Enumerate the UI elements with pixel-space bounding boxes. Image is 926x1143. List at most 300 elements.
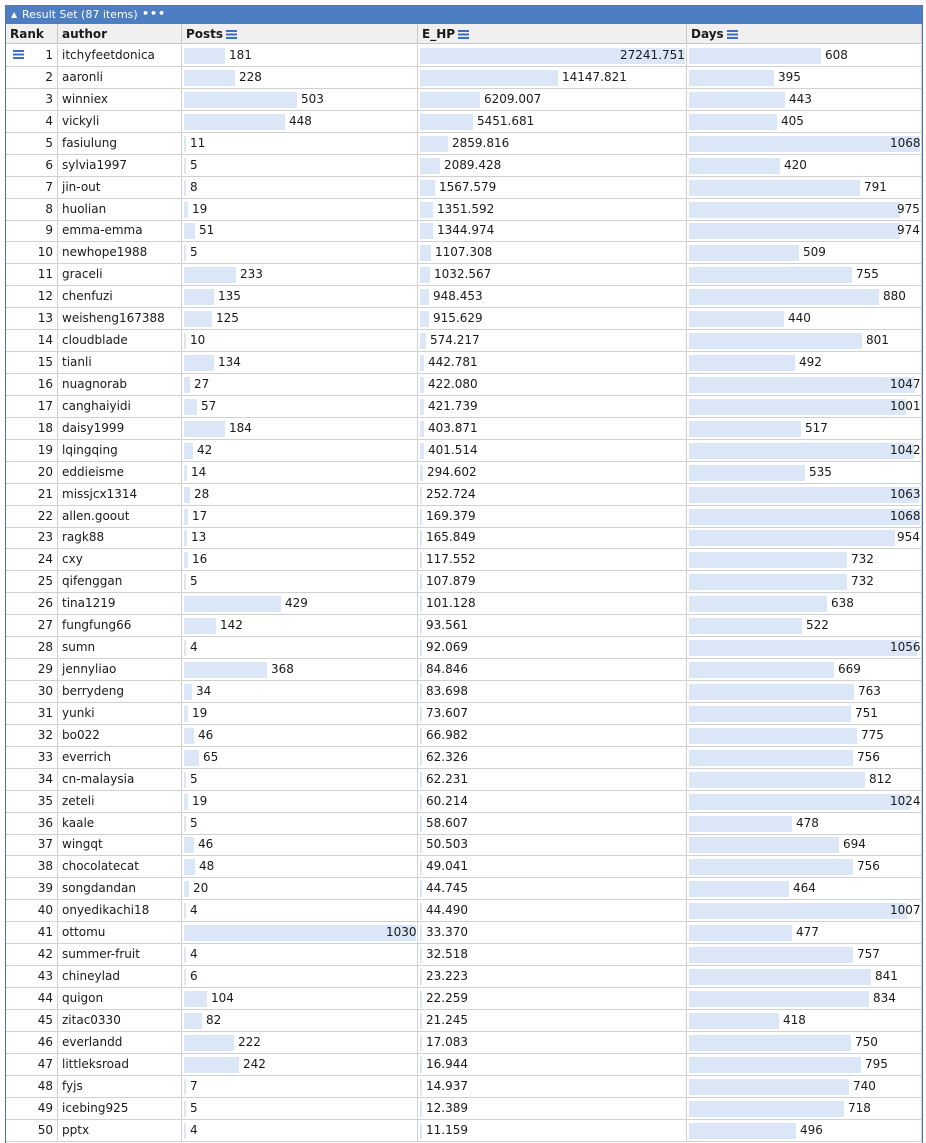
days-cell (687, 681, 922, 703)
ehp-bar (420, 903, 422, 919)
days-value: 763 (858, 683, 881, 698)
posts-value: 46 (198, 727, 214, 742)
rank-cell: 40 (6, 900, 58, 922)
posts-value: 5 (190, 157, 198, 172)
rank-cell: 10 (6, 242, 58, 264)
days-bar (689, 355, 795, 371)
posts-cell (182, 813, 418, 835)
result-set-panel (5, 5, 923, 1143)
ehp-bar (420, 245, 431, 261)
ehp-value: 1344.974 (437, 223, 495, 238)
ehp-value: 1107.308 (435, 245, 493, 260)
table-row[interactable] (6, 264, 922, 286)
table-row[interactable] (6, 155, 922, 177)
days-cell (687, 1032, 922, 1054)
ehp-bar (420, 859, 422, 875)
days-bar (689, 399, 906, 415)
rank-cell: 29 (6, 659, 58, 681)
table-row[interactable] (6, 659, 922, 681)
table-row[interactable] (6, 747, 922, 769)
days-value: 756 (857, 749, 880, 764)
days-cell (687, 308, 922, 330)
days-bar (689, 311, 784, 327)
posts-bar (184, 443, 193, 459)
posts-cell (182, 703, 418, 725)
table-row[interactable] (6, 549, 922, 571)
author-cell: lqingqing (58, 440, 182, 462)
table-row[interactable] (6, 1010, 922, 1032)
ehp-value: 294.602 (427, 464, 477, 479)
posts-value: 5 (190, 815, 198, 830)
days-cell (687, 111, 922, 133)
posts-value: 5 (190, 574, 198, 589)
ehp-bar (420, 618, 422, 634)
table-row[interactable] (6, 593, 922, 615)
table-row[interactable] (6, 89, 922, 111)
posts-value: 51 (199, 223, 215, 238)
table-row[interactable] (6, 133, 922, 155)
days-cell (687, 900, 922, 922)
posts-cell (182, 856, 418, 878)
days-bar (689, 640, 917, 656)
days-value: 975 (897, 201, 920, 216)
ehp-bar (420, 1123, 422, 1139)
rank-cell: 30 (6, 681, 58, 703)
posts-cell (182, 374, 418, 396)
table-row[interactable] (6, 308, 922, 330)
posts-value: 20 (193, 881, 209, 896)
rank-cell: 19 (6, 440, 58, 462)
days-cell (687, 703, 922, 725)
author-cell: everlandd (58, 1032, 182, 1054)
posts-cell (182, 1032, 418, 1054)
ehp-cell (418, 199, 687, 221)
posts-cell (182, 659, 418, 681)
days-cell (687, 155, 922, 177)
posts-cell (182, 878, 418, 900)
posts-value: 5 (190, 771, 198, 786)
table-row[interactable] (6, 922, 922, 944)
author-cell: tina1219 (58, 593, 182, 615)
days-value: 795 (865, 1056, 888, 1071)
author-cell: newhope1988 (58, 242, 182, 264)
author-cell: berrydeng (58, 681, 182, 703)
posts-value: 17 (192, 508, 208, 523)
ehp-value: 50.503 (426, 837, 468, 852)
ehp-bar (420, 1035, 422, 1051)
table-row[interactable] (6, 1098, 922, 1120)
days-cell (687, 1054, 922, 1076)
table-row[interactable] (6, 571, 922, 593)
ehp-value: 93.561 (426, 618, 468, 633)
posts-value: 13 (191, 530, 207, 545)
author-cell: missjcx1314 (58, 484, 182, 506)
days-bar (689, 465, 805, 481)
rank-cell: 1 (6, 45, 58, 67)
rank-cell: 9 (6, 220, 58, 242)
table-row[interactable] (6, 681, 922, 703)
table-row[interactable] (6, 1054, 922, 1076)
days-bar (689, 881, 789, 897)
author-cell: winniex (58, 89, 182, 111)
ehp-value: 33.370 (426, 925, 468, 940)
posts-bar (184, 903, 186, 919)
days-value: 757 (857, 947, 880, 962)
days-cell (687, 966, 922, 988)
table-row[interactable] (6, 769, 922, 791)
column-header-author[interactable] (58, 24, 182, 44)
days-value: 740 (853, 1078, 876, 1093)
days-bar (689, 706, 851, 722)
days-value: 880 (883, 289, 906, 304)
ehp-value: 84.846 (426, 662, 468, 677)
table-row[interactable] (6, 725, 922, 747)
column-header-rank[interactable] (6, 24, 58, 44)
ehp-cell (418, 571, 687, 593)
posts-bar (184, 706, 188, 722)
posts-cell (182, 111, 418, 133)
days-value: 775 (861, 727, 884, 742)
ehp-cell (418, 1120, 687, 1142)
ehp-value: 2859.816 (452, 135, 510, 150)
posts-cell (182, 264, 418, 286)
ehp-cell (418, 220, 687, 242)
posts-value: 8 (190, 179, 198, 194)
author-cell: fyjs (58, 1076, 182, 1098)
posts-bar (184, 311, 212, 327)
ehp-value: 44.745 (426, 881, 468, 896)
table-row[interactable] (6, 440, 922, 462)
author-cell: sumn (58, 637, 182, 659)
days-bar (689, 1057, 861, 1073)
days-cell (687, 45, 922, 67)
ehp-value: 92.069 (426, 640, 468, 655)
days-value: 440 (788, 311, 811, 326)
table-row[interactable] (6, 220, 922, 242)
posts-value: 82 (206, 1012, 222, 1027)
rank-cell: 48 (6, 1076, 58, 1098)
table-row[interactable] (6, 45, 922, 67)
author-cell: chineylad (58, 966, 182, 988)
days-cell (687, 1098, 922, 1120)
posts-value: 4 (190, 947, 198, 962)
days-cell (687, 352, 922, 374)
ehp-value: 44.490 (426, 903, 468, 918)
posts-value: 46 (198, 837, 214, 852)
ehp-cell (418, 900, 687, 922)
rank-cell: 16 (6, 374, 58, 396)
ehp-cell (418, 440, 687, 462)
ehp-cell (418, 462, 687, 484)
author-cell: fasiulung (58, 133, 182, 155)
posts-cell (182, 506, 418, 528)
ehp-bar (420, 92, 480, 108)
ehp-value: 5451.681 (477, 113, 535, 128)
ehp-value: 58.607 (426, 815, 468, 830)
ehp-value: 83.698 (426, 683, 468, 698)
ehp-bar (420, 552, 422, 568)
days-bar (689, 377, 915, 393)
days-cell (687, 725, 922, 747)
ehp-cell (418, 155, 687, 177)
table-row[interactable] (6, 856, 922, 878)
days-value: 492 (799, 355, 822, 370)
ehp-bar (420, 574, 422, 590)
posts-bar (184, 1057, 239, 1073)
table-row[interactable] (6, 966, 922, 988)
posts-cell (182, 1076, 418, 1098)
ehp-cell (418, 506, 687, 528)
rank-cell: 26 (6, 593, 58, 615)
posts-value: 104 (211, 990, 234, 1005)
posts-value: 65 (203, 749, 219, 764)
days-value: 694 (843, 837, 866, 852)
table-row[interactable] (6, 527, 922, 549)
ehp-value: 948.453 (433, 289, 483, 304)
ehp-value: 6209.007 (484, 91, 542, 106)
table-row[interactable] (6, 878, 922, 900)
days-value: 974 (897, 223, 920, 238)
ehp-bar (420, 487, 422, 503)
ehp-bar (420, 1101, 422, 1117)
days-value: 1024 (890, 793, 921, 808)
ehp-bar (420, 684, 422, 700)
posts-bar (184, 728, 194, 744)
days-value: 841 (875, 969, 898, 984)
column-header-ehp[interactable] (418, 24, 687, 44)
posts-bar (184, 640, 186, 656)
table-row[interactable] (6, 703, 922, 725)
table-row[interactable] (6, 1032, 922, 1054)
table-row[interactable] (6, 111, 922, 133)
posts-bar (184, 377, 190, 393)
ehp-bar (420, 925, 422, 941)
days-value: 751 (855, 705, 878, 720)
table-row[interactable] (6, 900, 922, 922)
ehp-cell (418, 549, 687, 571)
posts-cell (182, 922, 418, 944)
ehp-value: 422.080 (428, 376, 478, 391)
table-row[interactable] (6, 177, 922, 199)
ehp-cell (418, 878, 687, 900)
posts-bar (184, 881, 189, 897)
column-header-days[interactable] (687, 24, 922, 44)
days-cell (687, 791, 922, 813)
table-row[interactable] (6, 418, 922, 440)
ehp-value: 27241.751 (620, 48, 685, 62)
ehp-bar (420, 114, 473, 130)
author-cell: ottomu (58, 922, 182, 944)
rank-cell: 50 (6, 1120, 58, 1142)
rank-cell: 42 (6, 944, 58, 966)
days-cell (687, 220, 922, 242)
rank-cell: 8 (6, 199, 58, 221)
column-menu-icon[interactable] (727, 30, 738, 39)
author-cell: cloudblade (58, 330, 182, 352)
table-row[interactable] (6, 1076, 922, 1098)
table-row[interactable] (6, 352, 922, 374)
table-row[interactable] (6, 506, 922, 528)
ehp-value: 915.629 (433, 311, 483, 326)
posts-bar (184, 574, 186, 590)
ehp-value: 16.944 (426, 1056, 468, 1071)
posts-bar (184, 552, 188, 568)
table-row[interactable] (6, 199, 922, 221)
ehp-value: 62.326 (426, 749, 468, 764)
table-row[interactable] (6, 484, 922, 506)
rank-cell: 4 (6, 111, 58, 133)
days-bar (689, 794, 910, 810)
posts-bar (184, 750, 199, 766)
posts-value: 14 (191, 464, 207, 479)
table-row[interactable] (6, 396, 922, 418)
rank-cell: 22 (6, 506, 58, 528)
table-row[interactable] (6, 462, 922, 484)
days-bar (689, 1035, 851, 1051)
author-cell: cxy (58, 549, 182, 571)
table-row[interactable] (6, 637, 922, 659)
ehp-cell (418, 396, 687, 418)
ehp-bar (420, 772, 422, 788)
table-row[interactable] (6, 988, 922, 1010)
days-cell (687, 177, 922, 199)
table-row[interactable] (6, 67, 922, 89)
rank-cell: 39 (6, 878, 58, 900)
table-row[interactable] (6, 330, 922, 352)
table-row[interactable] (6, 615, 922, 637)
posts-bar (184, 136, 186, 152)
author-cell: daisy1999 (58, 418, 182, 440)
ehp-bar (420, 530, 422, 546)
days-value: 1068 (890, 508, 921, 523)
posts-bar (184, 158, 186, 174)
table-row[interactable] (6, 834, 922, 856)
table-row[interactable] (6, 1120, 922, 1142)
rank-cell: 28 (6, 637, 58, 659)
author-cell: fungfung66 (58, 615, 182, 637)
days-bar (689, 662, 834, 678)
posts-cell (182, 1054, 418, 1076)
days-cell (687, 922, 922, 944)
rank-cell: 43 (6, 966, 58, 988)
posts-cell (182, 89, 418, 111)
table-row[interactable] (6, 242, 922, 264)
ehp-cell (418, 747, 687, 769)
table-row[interactable] (6, 286, 922, 308)
author-cell: vickyli (58, 111, 182, 133)
ehp-value: 22.259 (426, 990, 468, 1005)
days-cell (687, 549, 922, 571)
rank-cell: 15 (6, 352, 58, 374)
ehp-value: 107.879 (426, 574, 476, 589)
author-cell: zitac0330 (58, 1010, 182, 1032)
author-cell: littleksroad (58, 1054, 182, 1076)
ehp-cell (418, 834, 687, 856)
days-cell (687, 89, 922, 111)
author-cell: itchyfeetdonica (58, 45, 182, 67)
rank-cell: 18 (6, 418, 58, 440)
rank-cell: 7 (6, 177, 58, 199)
posts-bar (184, 925, 416, 941)
ehp-cell (418, 89, 687, 111)
column-menu-icon[interactable] (226, 30, 237, 39)
result-set-title-bar (6, 5, 922, 24)
posts-value: 28 (194, 486, 210, 501)
posts-bar (184, 70, 235, 86)
posts-bar (184, 772, 186, 788)
ehp-cell (418, 308, 687, 330)
ehp-bar (420, 750, 422, 766)
days-bar (689, 552, 847, 568)
collapse-icon[interactable]: ▲ (11, 10, 18, 19)
table-row[interactable] (6, 944, 922, 966)
rank-cell: 47 (6, 1054, 58, 1076)
ehp-bar (420, 794, 422, 810)
column-menu-icon[interactable] (458, 30, 469, 39)
ehp-cell (418, 264, 687, 286)
ehp-value: 17.083 (426, 1034, 468, 1049)
days-bar (689, 114, 777, 130)
rank-cell: 46 (6, 1032, 58, 1054)
posts-bar (184, 816, 186, 832)
author-cell: qifenggan (58, 571, 182, 593)
rank-cell: 27 (6, 615, 58, 637)
ehp-bar (420, 596, 422, 612)
rank-cell: 23 (6, 527, 58, 549)
days-cell (687, 133, 922, 155)
days-bar (689, 859, 853, 875)
column-header-label: author (62, 27, 108, 41)
rank-cell: 35 (6, 791, 58, 813)
days-bar (689, 509, 920, 525)
rank-cell: 13 (6, 308, 58, 330)
days-cell (687, 1120, 922, 1142)
posts-value: 135 (218, 289, 241, 304)
ehp-bar (420, 158, 440, 174)
posts-bar (184, 245, 186, 261)
table-row[interactable] (6, 813, 922, 835)
posts-cell (182, 440, 418, 462)
more-options-icon[interactable]: ••• (142, 7, 167, 20)
posts-cell (182, 834, 418, 856)
rank-cell: 33 (6, 747, 58, 769)
ehp-bar (420, 640, 422, 656)
posts-bar (184, 180, 186, 196)
posts-bar (184, 48, 225, 64)
table-row[interactable] (6, 791, 922, 813)
days-cell (687, 199, 922, 221)
days-value: 496 (800, 1122, 823, 1137)
posts-value: 368 (271, 662, 294, 677)
posts-value: 125 (216, 311, 239, 326)
days-value: 1063 (890, 486, 921, 501)
ehp-bar (420, 136, 448, 152)
days-cell (687, 1076, 922, 1098)
table-row[interactable] (6, 374, 922, 396)
ehp-value: 12.389 (426, 1100, 468, 1115)
days-value: 756 (857, 859, 880, 874)
ehp-cell (418, 813, 687, 835)
column-header-label: Days (691, 27, 724, 41)
ehp-cell (418, 45, 687, 67)
days-value: 477 (796, 925, 819, 940)
column-header-posts[interactable] (182, 24, 418, 44)
days-bar (689, 969, 871, 985)
days-bar (689, 925, 792, 941)
posts-bar (184, 509, 188, 525)
ehp-bar (420, 509, 422, 525)
days-value: 420 (784, 157, 807, 172)
